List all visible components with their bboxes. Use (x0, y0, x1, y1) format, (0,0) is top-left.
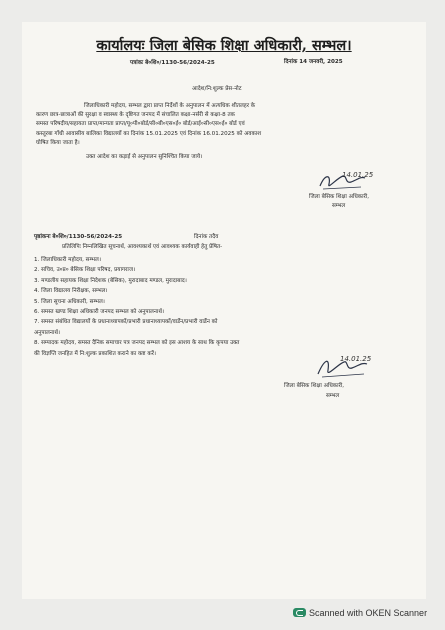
signature-date: 14.01.25 (340, 355, 372, 363)
scanner-label: Scanned with OKEN Scanner (309, 608, 428, 618)
signatory-place: सम्भल (332, 203, 346, 209)
signatory-title: जिला बेसिक शिक्षा अधिकारी, (284, 383, 345, 389)
office-heading: कार्यालयः जिला बेसिक शिक्षा अधिकारी, सम्भल। (96, 37, 352, 54)
order-closing-line: उक्त आदेश का कड़ाई से अनुपालन सुनिश्चित किया जाये। (86, 154, 203, 160)
reference-number: पत्रांकः बे०शि०/1130-56/2024-25 (130, 60, 215, 66)
list-item: 7. समस्त संबंधित विद्यालयों के प्रधानाध्यापकों/प्रभारी प्रधानाध्यापकों/वार्डेन/प्रभारी वार्डेन को (34, 319, 218, 326)
order-body-line: घोषित किया जाता है। (36, 139, 80, 146)
scanner-logo-icon (293, 608, 306, 617)
list-item: 2. सचिव, उ०प्र० बेसिक शिक्षा परिषद, प्रयागराज। (34, 267, 136, 274)
order-body-line: जिलाधिकारी महोदय, सम्भल द्वारा प्राप्त निर्देशों के अनुपालन में अत्यधिक शीतलहर के (84, 103, 256, 109)
list-item: 6. समस्त खण्ड शिक्षा अधिकारी जनपद सम्भल को अनुपालनार्थ। (34, 309, 165, 316)
order-body (36, 102, 261, 148)
copy-intro: प्रतिलिपिः निम्नलिखित सूचनार्थ, आवश्यकार्थ एवं आवश्यक कार्यवाही हेतु प्रेषित- (62, 244, 223, 250)
copy-reference-date: दिनांक तदैव (194, 234, 219, 240)
list-item: 1. जिलाधिकारी महोदय, सम्भल। (34, 257, 101, 263)
list-item: 8. सम्पादक महोदय, समस्त दैनिक समाचार पत्र जनपद सम्भल को इस आशय के साथ कि कृपया उक्त (34, 340, 240, 347)
list-item: 4. जिला विद्यालय निरीक्षक, सम्भल। (34, 288, 108, 295)
list-item: अनुपालनार्थ। (34, 329, 61, 336)
list-item: की विज्ञप्ति जनहित में नि:शुल्क प्रकाशित कराने का कष्ट करें। (34, 350, 157, 357)
signatory-title: जिला बेसिक शिक्षा अधिकारी, (309, 194, 370, 200)
letter-date: दिनांक 14 जनवरी, 2025 (284, 59, 343, 65)
list-item: 3. मण्डलीय सहायक शिक्षा निदेशक (बेसिक), मुरादाबाद मण्डल, मुरादाबाद। (34, 277, 187, 284)
order-body-line: कारण छात्र-छात्राओं की सुरक्षा व स्वास्थ्य के दृष्टिगत जनपद में संचालित कक्षा-नर्सरी से कक्षा-8 तक (36, 112, 235, 119)
scanner-watermark (293, 608, 427, 618)
list-item: 5. जिला सूचना अधिकारी, सम्भल। (34, 298, 105, 305)
order-subject: आदेश/नि:शुल्क प्रेस-नोट (192, 86, 242, 92)
document-page (22, 22, 426, 599)
copy-reference-number: पृष्ठांकनः बे०शि०/1130-56/2024-25 (34, 234, 123, 240)
order-body-line: समस्त परिषदीय/सहायता प्राप्त/मान्यता प्राप्त/यू०पी०बोर्ड/सी०बी०एस०ई० बोर्ड/आई०सी०एस०ई० बोर्ड एवं (36, 121, 245, 128)
signatory-place: सम्भल (326, 393, 340, 399)
copy-list (34, 255, 239, 359)
order-body-line: कस्तूरबा गाँधी आवासीय बालिका विद्यालयों का दिनांक 15.01.2025 एवं दिनांक 16.01.2025 को अवकाश (36, 130, 262, 137)
signature-date: 14.01.25 (342, 171, 374, 179)
